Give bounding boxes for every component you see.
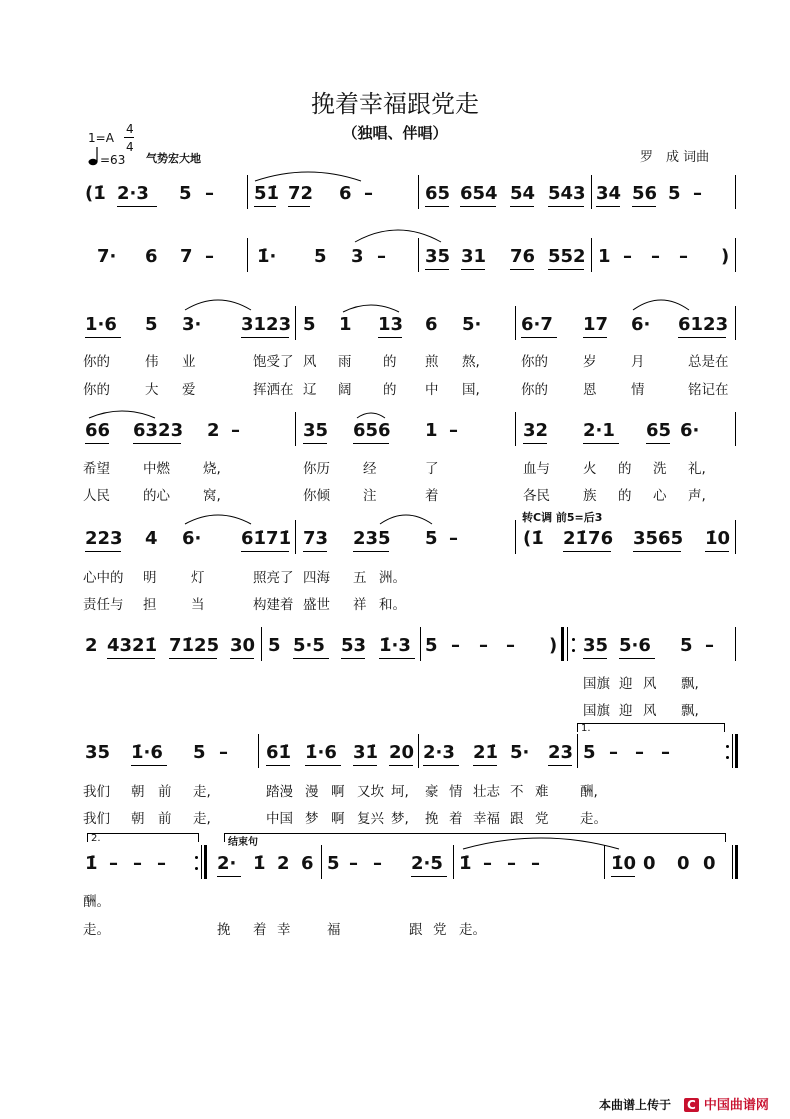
barline	[735, 238, 736, 272]
note: 21̇76	[563, 528, 614, 549]
note: 223	[85, 528, 123, 549]
note: 31	[461, 246, 487, 267]
note: 4	[145, 528, 158, 549]
note: –	[205, 183, 214, 204]
slur	[253, 169, 363, 183]
note: 61̇71̇	[241, 528, 292, 549]
note: 3123	[241, 314, 292, 335]
page-subtitle: （独唱、伴唱）	[342, 124, 448, 142]
note: (1̇	[523, 528, 544, 549]
slur	[631, 296, 691, 312]
logo-mark-icon: C	[684, 1098, 699, 1112]
note: –	[705, 635, 714, 656]
note: 1·6	[85, 314, 117, 335]
barline	[732, 845, 733, 879]
note: 6	[301, 853, 314, 874]
barline	[418, 734, 419, 768]
author-credit: 罗 成 词曲	[640, 150, 710, 165]
note: 3·	[182, 314, 202, 335]
barline	[732, 734, 733, 768]
second-ending-bracket: 2.	[87, 833, 199, 842]
note: –	[373, 853, 382, 874]
expression-mark: 气势宏大地	[146, 152, 201, 165]
note: 5	[303, 314, 316, 335]
note: –	[531, 853, 540, 874]
note: 6·	[680, 420, 700, 441]
note: –	[651, 246, 660, 267]
key-signature: 1=A	[88, 131, 114, 145]
barline	[567, 627, 568, 661]
barline	[418, 175, 419, 209]
score-line-7	[83, 742, 743, 772]
barline	[295, 520, 296, 554]
repeat-barline	[561, 627, 564, 661]
note: –	[219, 742, 228, 763]
note: 7	[180, 246, 193, 267]
note: 1	[339, 314, 352, 335]
site-name: 中国曲谱网	[703, 1098, 769, 1113]
barline	[735, 627, 736, 661]
note: 1̇·6	[305, 742, 337, 763]
barline	[515, 520, 516, 554]
note: 54	[510, 183, 536, 204]
note: 2·5	[411, 853, 443, 874]
note: 5	[425, 528, 438, 549]
note: 235	[353, 528, 391, 549]
note: 51̇	[254, 183, 280, 204]
note: 1̇0	[705, 528, 731, 549]
slur	[378, 512, 434, 526]
note: 5	[145, 314, 158, 335]
score-line-1	[83, 183, 743, 213]
barline	[247, 238, 248, 272]
note: 35	[425, 246, 451, 267]
score-line-2	[83, 246, 743, 276]
score-line-3	[83, 314, 743, 344]
note: 5	[425, 635, 438, 656]
note: 0	[703, 853, 716, 874]
note: –	[507, 853, 516, 874]
note: 5·6	[619, 635, 651, 656]
note: 32	[523, 420, 549, 441]
note: 1̇0	[611, 853, 637, 874]
note: 76	[510, 246, 536, 267]
note: 6	[145, 246, 158, 267]
note: 34	[596, 183, 622, 204]
note: 654	[460, 183, 498, 204]
note: 0	[677, 853, 690, 874]
note: 65	[646, 420, 672, 441]
score-line-5	[83, 528, 743, 558]
note: 6323	[133, 420, 184, 441]
note: –	[506, 635, 515, 656]
note: 1̇·6	[131, 742, 163, 763]
first-ending-bracket: 1.	[577, 723, 725, 732]
score-line-8	[83, 853, 743, 883]
note: –	[449, 528, 458, 549]
time-signature-bar	[124, 137, 134, 138]
key-change-mark: 转C调 前5=后3	[522, 511, 603, 524]
slur	[341, 302, 401, 314]
note: 5	[193, 742, 206, 763]
note: 17	[583, 314, 609, 335]
note: 6·	[182, 528, 202, 549]
note: 31̇	[353, 742, 379, 763]
note: –	[479, 635, 488, 656]
note: 5	[668, 183, 681, 204]
note: 6·7	[521, 314, 553, 335]
note: 23	[548, 742, 574, 763]
note: 656	[353, 420, 391, 441]
barline	[258, 734, 259, 768]
note: –	[449, 420, 458, 441]
note: 65	[425, 183, 451, 204]
note: 2·	[217, 853, 237, 874]
note: 1	[425, 420, 438, 441]
slur	[461, 835, 621, 851]
note: 1̇	[253, 853, 266, 874]
note: 552	[548, 246, 586, 267]
coda-bracket: 结束句	[224, 833, 726, 842]
note: 1̇·	[257, 246, 277, 267]
note: 2	[207, 420, 220, 441]
note: 4321̇	[107, 635, 158, 656]
barline	[295, 412, 296, 446]
barline	[453, 845, 454, 879]
slur	[355, 410, 387, 420]
note: –	[679, 246, 688, 267]
note: (1̇	[85, 183, 106, 204]
note: 3565	[633, 528, 684, 549]
note: 2·3	[423, 742, 455, 763]
note: 5	[327, 853, 340, 874]
note: 66	[85, 420, 111, 441]
upload-note: 本曲谱上传于	[599, 1098, 672, 1112]
note: –	[623, 246, 632, 267]
barline	[591, 175, 592, 209]
note: –	[109, 853, 118, 874]
note: 6123	[678, 314, 729, 335]
note: 30	[230, 635, 256, 656]
note: 1	[598, 246, 611, 267]
note: 5	[583, 742, 596, 763]
tempo-value: =63	[100, 153, 126, 167]
score-line-4	[83, 420, 743, 450]
note: 35	[303, 420, 329, 441]
note: –	[133, 853, 142, 874]
note: 1̇	[85, 853, 98, 874]
barline	[577, 734, 578, 768]
note: –	[609, 742, 618, 763]
note: –	[635, 742, 644, 763]
barline	[515, 306, 516, 340]
note: 6	[339, 183, 352, 204]
note: 35	[583, 635, 609, 656]
note: 5	[314, 246, 327, 267]
note: 5·	[462, 314, 482, 335]
note: 5	[268, 635, 281, 656]
note: 73	[303, 528, 329, 549]
note: 20	[389, 742, 415, 763]
note: 6	[425, 314, 438, 335]
note: 2·1	[583, 420, 615, 441]
note: 5·5	[293, 635, 325, 656]
barline	[735, 306, 736, 340]
note: )	[721, 246, 730, 267]
note: –	[364, 183, 373, 204]
barline	[420, 627, 421, 661]
note: –	[205, 246, 214, 267]
note: –	[231, 420, 240, 441]
note: 21̇	[473, 742, 499, 763]
barline	[261, 627, 262, 661]
barline	[735, 412, 736, 446]
slur	[183, 296, 253, 312]
note: 56	[632, 183, 658, 204]
note: 61̇	[266, 742, 292, 763]
note: –	[349, 853, 358, 874]
barline	[321, 845, 322, 879]
barline	[735, 175, 736, 209]
slur	[353, 226, 443, 244]
note: )	[549, 635, 558, 656]
note: 2	[277, 853, 290, 874]
barline	[201, 845, 202, 879]
site-logo[interactable]	[684, 1094, 769, 1113]
note: –	[693, 183, 702, 204]
note: 1̇	[459, 853, 472, 874]
final-barline	[735, 845, 738, 879]
page-title: 挽着幸福跟党走	[311, 90, 479, 118]
note: 2·3	[117, 183, 149, 204]
barline	[247, 175, 248, 209]
note: 72	[288, 183, 314, 204]
note: –	[483, 853, 492, 874]
note: 5	[680, 635, 693, 656]
note: –	[661, 742, 670, 763]
note: 0	[643, 853, 656, 874]
note: 13	[378, 314, 404, 335]
time-signature-top: 4	[126, 122, 134, 136]
note: 7·	[97, 246, 117, 267]
note: 5·	[510, 742, 530, 763]
note: 53	[341, 635, 367, 656]
slur	[183, 512, 253, 526]
barline	[735, 520, 736, 554]
note: 1̇·3	[379, 635, 411, 656]
note: 6·	[631, 314, 651, 335]
score-line-6	[83, 635, 743, 665]
note: –	[451, 635, 460, 656]
note: 2	[85, 635, 98, 656]
note: 543	[548, 183, 586, 204]
note: 5	[179, 183, 192, 204]
barline	[515, 412, 516, 446]
time-signature-bottom: 4	[126, 140, 134, 154]
note: –	[157, 853, 166, 874]
barline	[295, 306, 296, 340]
note: 71̇25	[169, 635, 220, 656]
repeat-barline	[735, 734, 738, 768]
note: 35	[85, 742, 111, 763]
note: –	[377, 246, 386, 267]
note: 3	[351, 246, 364, 267]
slur	[87, 408, 157, 420]
repeat-barline	[204, 845, 207, 879]
barline	[591, 238, 592, 272]
